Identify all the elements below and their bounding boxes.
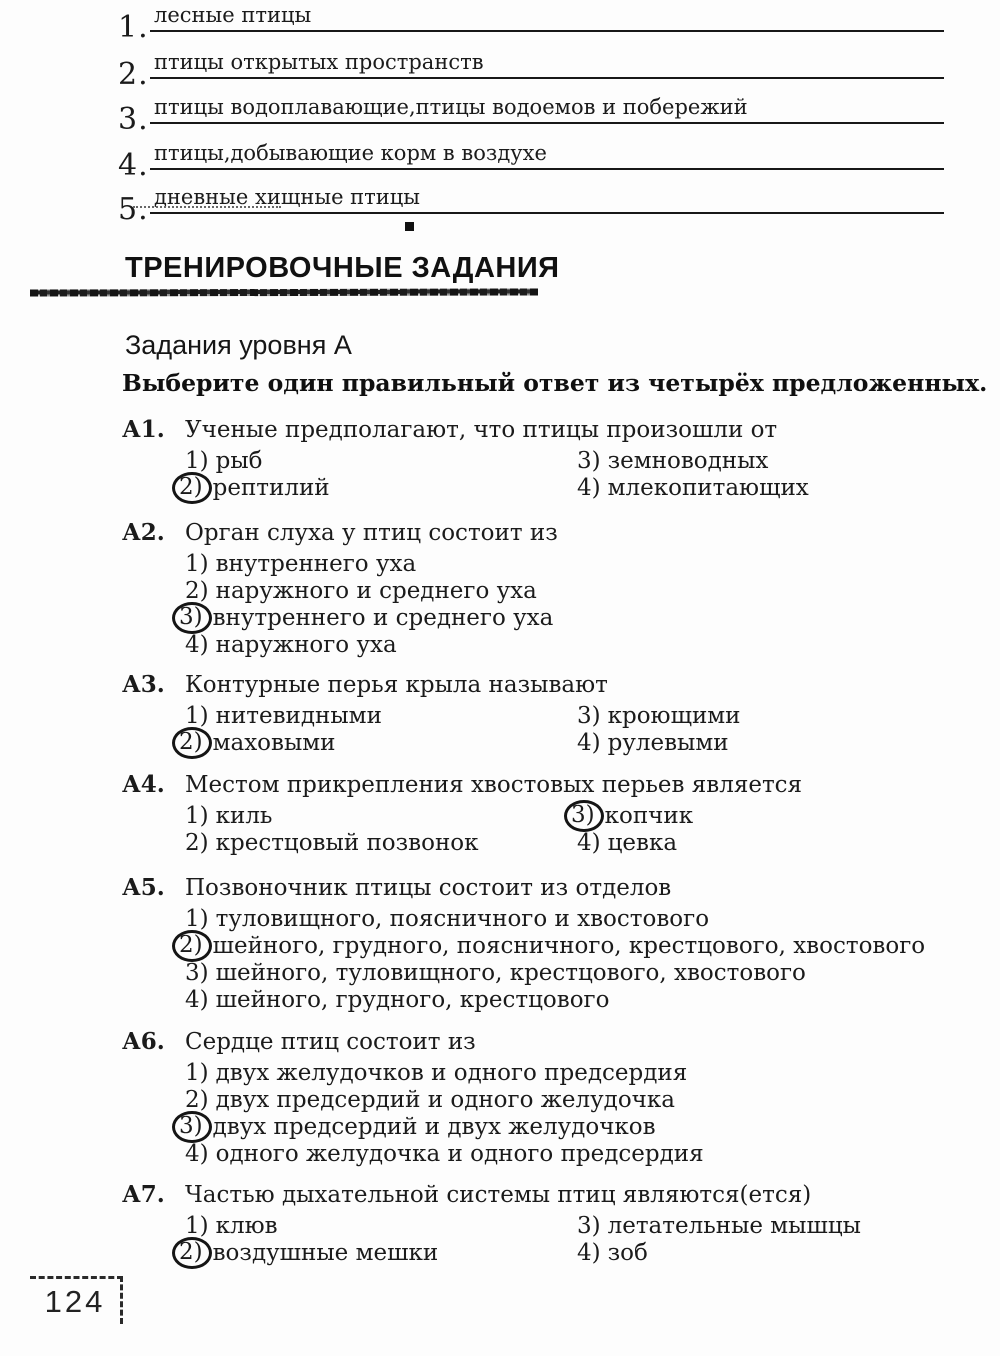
question-text: Позвоночник птицы состоит из отделов — [185, 875, 672, 901]
option-row — [185, 631, 980, 658]
option-number: 4) — [185, 986, 209, 1013]
option-row — [185, 802, 577, 829]
question-a3 — [122, 670, 980, 756]
question-a4 — [122, 770, 980, 856]
option-row — [185, 1212, 577, 1239]
question-text: Орган слуха у птиц состоит из — [185, 520, 558, 546]
option-number: 3) — [564, 800, 604, 832]
section-heading: ТРЕНИРОВОЧНЫЕ ЗАДАНИЯ — [125, 252, 560, 284]
option-row — [185, 1086, 980, 1113]
option-text: рулевыми — [607, 729, 729, 756]
option-text: туловищного, поясничного и хвостового — [215, 905, 710, 932]
option-row — [179, 728, 577, 756]
question-a5 — [122, 873, 980, 1013]
question-head — [122, 518, 980, 548]
option-row — [571, 801, 980, 829]
option-number: 3) — [185, 959, 209, 986]
option-row — [179, 1112, 980, 1140]
question-label: А2. — [122, 519, 165, 546]
option-number: 1) — [185, 550, 209, 577]
section-subheading: Задания уровня А — [125, 330, 352, 360]
list-item — [118, 48, 944, 92]
option-text: клюв — [215, 1212, 278, 1239]
option-number: 4) — [577, 474, 601, 501]
option-row — [185, 447, 577, 474]
option-row — [577, 1212, 980, 1239]
option-row — [185, 986, 980, 1013]
option-text: крестцовый позвонок — [215, 829, 479, 856]
option-text: летательные мышцы — [607, 1212, 861, 1239]
option-row — [185, 959, 980, 986]
question-label: А4. — [122, 771, 165, 798]
question-label: А7. — [122, 1181, 165, 1208]
option-number: 4) — [577, 729, 601, 756]
question-text: Ученые предполагают, что птицы произошли от — [185, 417, 778, 443]
option-row — [185, 1140, 980, 1167]
option-text: земноводных — [607, 447, 769, 474]
option-number: 2) — [172, 1237, 212, 1269]
dotted-line-fragment — [133, 206, 281, 208]
question-head — [122, 415, 980, 445]
question-head — [122, 770, 980, 800]
list-item — [118, 139, 944, 183]
option-row — [179, 473, 577, 501]
list-item-number: 3. — [118, 102, 149, 137]
option-number: 1) — [185, 1059, 209, 1086]
heading-underline — [30, 288, 538, 296]
question-label: А3. — [122, 671, 165, 698]
option-number: 1) — [185, 447, 209, 474]
question-head — [122, 670, 980, 700]
question-text: Местом прикрепления хвостовых перьев является — [185, 772, 803, 798]
option-text: цевка — [607, 829, 678, 856]
list-item-number: 5. — [118, 192, 149, 227]
option-row — [577, 474, 980, 501]
option-number: 2) — [172, 930, 212, 962]
option-row — [185, 829, 577, 856]
option-row — [577, 447, 980, 474]
instruction-text: Выберите один правильный ответ из четырёх предложенных. — [122, 369, 988, 397]
option-number: 3) — [172, 602, 212, 634]
option-number: 3) — [577, 702, 601, 729]
option-row — [179, 1238, 577, 1266]
question-head — [122, 1027, 980, 1057]
question-text: Частью дыхательной системы птиц являются(ется) — [185, 1182, 812, 1208]
option-row — [577, 729, 980, 756]
option-text: зоб — [607, 1239, 648, 1266]
list-item-number: 4. — [118, 148, 149, 183]
option-text: двух предсердий и двух желудочков — [212, 1113, 656, 1140]
list-item-number: 1. — [118, 10, 149, 45]
option-text: шейного, грудного, крестцового — [215, 986, 610, 1013]
option-number: 2) — [185, 829, 209, 856]
option-number: 1) — [185, 1212, 209, 1239]
question-text: Контурные перья крыла называют — [185, 672, 608, 698]
option-text: нитевидными — [215, 702, 382, 729]
option-text: шейного, туловищного, крестцового, хвостового — [215, 959, 806, 986]
handwritten-answer: птицы водоплавающие,птицы водоемов и побережий — [154, 95, 748, 119]
option-row — [185, 702, 577, 729]
answer-line — [150, 139, 944, 170]
option-row — [185, 1059, 980, 1086]
option-text: маховыми — [212, 729, 336, 756]
option-text: внутреннего уха — [215, 550, 417, 577]
question-label: А6. — [122, 1028, 165, 1055]
option-text: копчик — [604, 802, 694, 829]
option-text: одного желудочка и одного предсердия — [215, 1140, 704, 1167]
option-row — [179, 603, 980, 631]
page-number-box — [30, 1276, 123, 1324]
handwritten-answer: дневные хищные птицы — [154, 185, 420, 209]
option-text: рептилий — [212, 474, 330, 501]
question-a2 — [122, 518, 980, 658]
option-row — [179, 931, 980, 959]
question-a6 — [122, 1027, 980, 1167]
answer-line — [150, 183, 944, 214]
option-number: 3) — [172, 1111, 212, 1143]
option-row — [577, 829, 980, 856]
option-text: двух предсердий и одного желудочка — [215, 1086, 675, 1113]
handwritten-answer: птицы,добывающие корм в воздухе — [154, 141, 547, 165]
option-text: наружного и среднего уха — [215, 577, 537, 604]
list-item-number: 2. — [118, 57, 149, 92]
option-number: 2) — [185, 577, 209, 604]
option-text: наружного уха — [215, 631, 397, 658]
option-number: 4) — [577, 829, 601, 856]
option-text: двух желудочков и одного предсердия — [215, 1059, 688, 1086]
answer-line — [150, 1, 944, 32]
ink-square-mark — [405, 222, 414, 231]
option-row — [577, 702, 980, 729]
list-item — [118, 183, 944, 227]
option-text: рыб — [215, 447, 263, 474]
option-text: кроющими — [607, 702, 741, 729]
option-number: 4) — [185, 631, 209, 658]
option-number: 2) — [172, 472, 212, 504]
option-row — [185, 577, 980, 604]
option-text: млекопитающих — [607, 474, 809, 501]
option-number: 2) — [185, 1086, 209, 1113]
option-row — [185, 550, 980, 577]
page-number: 124 — [44, 1283, 106, 1319]
list-item — [118, 1, 944, 45]
option-number: 4) — [577, 1239, 601, 1266]
answer-line — [150, 93, 944, 124]
option-number: 3) — [577, 447, 601, 474]
option-number: 1) — [185, 802, 209, 829]
question-head — [122, 1180, 980, 1210]
question-a7 — [122, 1180, 980, 1266]
list-item — [118, 93, 944, 137]
question-a1 — [122, 415, 980, 501]
handwritten-answer: птицы открытых пространств — [154, 50, 484, 74]
option-number: 3) — [577, 1212, 601, 1239]
option-text: внутреннего и среднего уха — [212, 604, 554, 631]
option-text: воздушные мешки — [212, 1239, 439, 1266]
question-text: Сердце птиц состоит из — [185, 1029, 476, 1055]
option-number: 4) — [185, 1140, 209, 1167]
option-text: шейного, грудного, поясничного, крестцового, хвостового — [212, 932, 926, 959]
option-number: 1) — [185, 702, 209, 729]
option-row — [185, 905, 980, 932]
option-row — [577, 1239, 980, 1266]
option-text: киль — [215, 802, 273, 829]
option-number: 2) — [172, 727, 212, 759]
option-number: 1) — [185, 905, 209, 932]
answer-line — [150, 48, 944, 79]
question-head — [122, 873, 980, 903]
question-label: А5. — [122, 874, 165, 901]
question-label: А1. — [122, 416, 165, 443]
handwritten-answer: лесные птицы — [154, 3, 312, 27]
